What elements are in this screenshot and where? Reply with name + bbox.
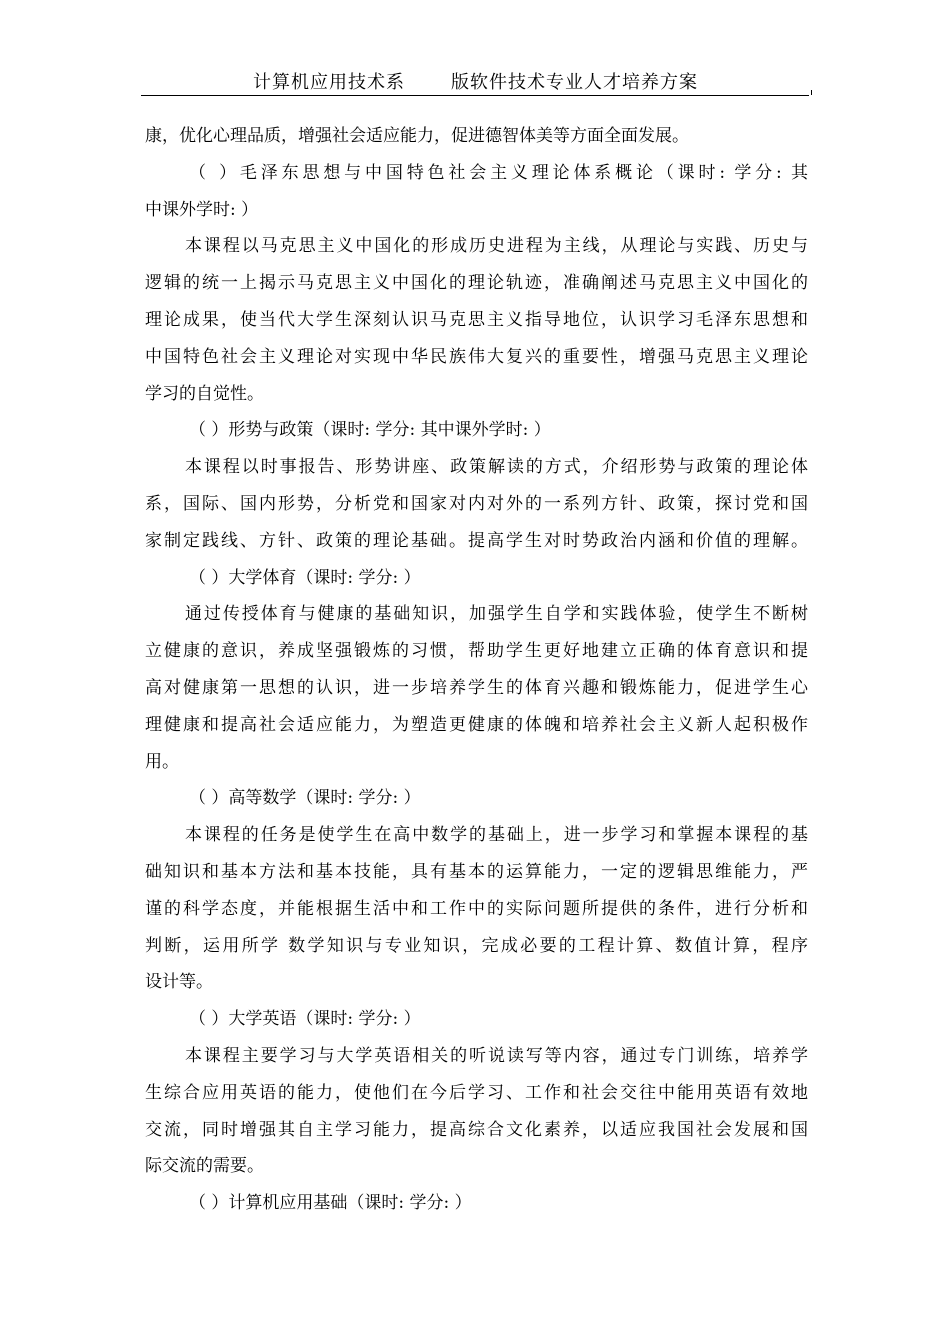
paragraph-line: 立健康的意识，养成坚强锻炼的习惯，帮助学生更好地建立正确的体育意识和提	[145, 641, 808, 662]
course-heading-mao-thought: （ ）毛泽东思想与中国特色社会主义理论体系概论（课时: 学分: 其	[189, 162, 808, 183]
department-name: 计算机应用技术系	[253, 72, 405, 93]
page-header	[141, 64, 809, 96]
paragraph-line: 理健康和提高社会适应能力，为塑造更健康的体魄和培养社会主义新人起积极作	[145, 714, 808, 735]
document-body	[145, 118, 808, 1222]
paragraph-line: 学习的自觉性。	[145, 383, 264, 404]
paragraph-line: 逻辑的统一上揭示马克思主义中国化的理论轨迹，准确阐述马克思主义中国化的	[145, 273, 808, 294]
paragraph-line: 康，优化心理品质，增强社会适应能力，促进德智体美等方面全面发展。	[145, 126, 689, 146]
paragraph-line: 本课程以时事报告、形势讲座、政策解读的方式，介绍形势与政策的理论体	[185, 457, 808, 478]
paragraph-line: 础知识和基本方法和基本技能，具有基本的运算能力，一定的逻辑思维能力，严	[145, 861, 808, 882]
plan-title: 版软件技术专业人才培养方案	[451, 72, 698, 93]
course-heading-computer-basics: （ ）计算机应用基础（课时: 学分: ）	[189, 1193, 472, 1214]
paragraph-line: 中国特色社会主义理论对实现中华民族伟大复兴的重要性，增强马克思主义理论	[145, 346, 808, 367]
paragraph-line: 谨的科学态度，并能根据生活中和工作中的实际问题所提供的条件，进行分析和	[145, 898, 808, 919]
header-rule-tick	[811, 90, 812, 95]
paragraph-line: 家制定践线、方针、政策的理论基础。提高学生对时势政治内涵和价值的理解。	[145, 530, 808, 551]
paragraph-line: 判断，运用所学 数学知识与专业知识，完成必要的工程计算、数值计算，程序	[145, 935, 808, 956]
paragraph-line: 用。	[145, 751, 179, 772]
course-heading-situation-policy: （ ）形势与政策（课时: 学分: 其中课外学时: ）	[189, 420, 551, 441]
course-heading-mao-thought-cont: 中课外学时: ）	[145, 199, 259, 220]
paragraph-line: 本课程以马克思主义中国化的形成历史进程为主线，从理论与实践、历史与	[185, 236, 808, 257]
paragraph-line: 系，国际、国内形势，分析党和国家对内对外的一系列方针、政策，探讨党和国	[145, 493, 808, 514]
paragraph-line: 本课程的任务是使学生在高中数学的基础上，进一步学习和掌握本课程的基	[185, 825, 808, 846]
paragraph-line: 理论成果，使当代大学生深刻认识马克思主义指导地位，认识学习毛泽东思想和	[145, 309, 808, 330]
course-heading-english: （ ）大学英语（课时: 学分: ）	[189, 1009, 421, 1030]
course-heading-math: （ ）高等数学（课时: 学分: ）	[189, 788, 421, 809]
paragraph-line: 本课程主要学习与大学英语相关的听说读写等内容，通过专门训练，培养学	[185, 1045, 808, 1066]
paragraph-line: 高对健康第一思想的认识，进一步培养学生的体育兴趣和锻炼能力，促进学生心	[145, 677, 808, 698]
paragraph-line: 通过传授体育与健康的基础知识，加强学生自学和实践体验，使学生不断树	[185, 604, 808, 625]
paragraph-line: 际交流的需要。	[145, 1156, 264, 1177]
paragraph-line: 设计等。	[145, 972, 213, 993]
course-heading-pe: （ ）大学体育（课时: 学分: ）	[189, 567, 421, 588]
paragraph-line: 生综合应用英语的能力，使他们在今后学习、工作和社会交往中能用英语有效地	[145, 1082, 808, 1103]
paragraph-line: 交流，同时增强其自主学习能力，提高综合文化素养，以适应我国社会发展和国	[145, 1119, 808, 1140]
